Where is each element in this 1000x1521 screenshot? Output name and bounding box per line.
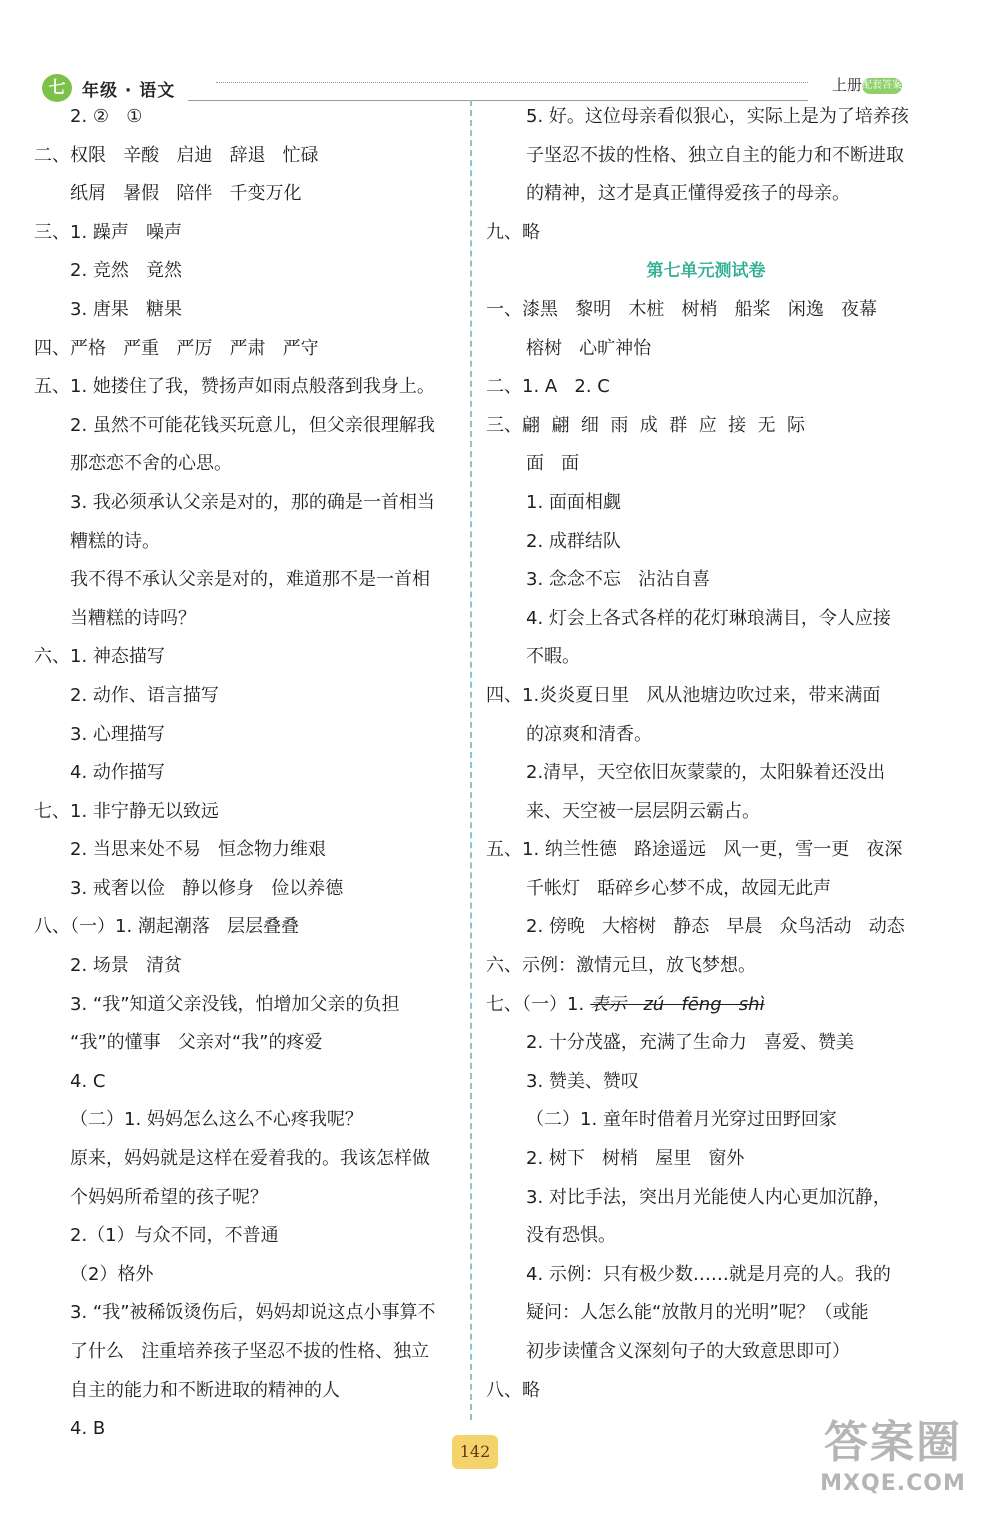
- answer-text: 不暇。: [526, 646, 580, 668]
- answer-line: [34, 1372, 466, 1411]
- column-divider: [470, 100, 472, 1420]
- answer-line: [34, 947, 466, 986]
- answer-text: 没有恐惧。: [526, 1225, 616, 1247]
- answer-text: 3. 戒奢以俭 静以修身 俭以养德: [70, 877, 344, 899]
- answer-text: 三、1. 躁声 噪声: [34, 221, 183, 243]
- answer-text: 疑问：人怎么能“放散月的光明”呢？（或能: [526, 1302, 869, 1324]
- answer-line: [34, 1179, 466, 1218]
- answer-text: 2. 场景 清贫: [70, 955, 183, 977]
- answer-text: 五、1. 纳兰性德 路途遥远 风一更，雪一更 夜深: [486, 839, 903, 861]
- answer-line: [486, 484, 926, 523]
- answer-line: [486, 716, 926, 755]
- answer-text: 二、权限 辛酸 启迪 辞退 忙碌: [34, 144, 319, 166]
- answer-text: 的凉爽和清香。: [526, 723, 652, 745]
- answer-line: [486, 291, 926, 330]
- answer-text: 八、（一）1. 潮起潮落 层层叠叠: [34, 916, 300, 938]
- answer-text: 2. 傍晚 大榕树 静态 早晨 众鸟活动 动态: [526, 916, 905, 938]
- answer-text: 1. 面面相觑: [526, 491, 621, 513]
- answer-line: [486, 1294, 926, 1333]
- answer-text: 第七单元测试卷: [646, 261, 766, 282]
- answer-line: [486, 330, 926, 369]
- answer-line: [34, 1063, 466, 1102]
- answer-line: [34, 754, 466, 793]
- header-title: 年级 · 语文: [82, 81, 176, 101]
- answer-line: [34, 407, 466, 446]
- answer-text: 一、漆黑 黎明 木桩 树梢 船桨 闲逸 夜幕: [486, 298, 877, 320]
- answer-line: [34, 137, 466, 176]
- answer-text: （二）1. 童年时借着月光穿过田野回家: [526, 1109, 837, 1131]
- answer-text: 七、（一）1.: [486, 993, 585, 1015]
- watermark-url: MXQE.COM: [820, 1471, 966, 1496]
- header-divider: [216, 82, 808, 83]
- answer-line: [34, 1101, 466, 1140]
- answer-line: [34, 600, 466, 639]
- answer-line: [486, 561, 926, 600]
- answer-text: 3. 赞美、赞叹: [526, 1070, 639, 1092]
- answer-line: [34, 1294, 466, 1333]
- answer-text: 2.清早，天空依旧灰蒙蒙的，太阳躲着还没出: [526, 762, 886, 784]
- volume-tag: 配套答案: [862, 78, 902, 94]
- answer-line: [486, 445, 926, 484]
- answer-text: 5. 好。这位母亲看似狠心，实际上是为了培养孩: [526, 106, 909, 127]
- answer-text: 2. 成群结队: [526, 530, 621, 552]
- answer-line: [486, 947, 926, 986]
- answer-text: 3. 对比手法，突出月光能使人内心更加沉静，: [526, 1186, 891, 1208]
- answer-text: 榕树 心旷神怡: [526, 337, 652, 359]
- right-answer-column: [486, 98, 926, 1410]
- answer-line: [486, 214, 926, 253]
- answer-line: [34, 98, 466, 137]
- answer-line: [486, 1256, 926, 1295]
- answer-text: 2. 动作、语言描写: [70, 684, 219, 706]
- answer-line: [34, 870, 466, 909]
- answer-text: 4. B: [70, 1418, 106, 1440]
- answer-text: （2）格外: [70, 1263, 154, 1285]
- answer-text: 原来，妈妈就是这样在爱着我的。我该怎样做: [70, 1148, 430, 1170]
- answer-line: [34, 638, 466, 677]
- answer-line: [486, 407, 926, 446]
- answer-line: [34, 908, 466, 947]
- answer-line: [486, 175, 926, 214]
- volume-label: 上册: [831, 76, 862, 94]
- answer-line: [34, 793, 466, 832]
- answer-line: [486, 1179, 926, 1218]
- answer-line: [486, 523, 926, 562]
- answer-line: [486, 638, 926, 677]
- answer-text: 了什么 注重培养孩子坚忍不拔的性格、独立: [70, 1341, 430, 1362]
- answer-text: 面 面: [526, 453, 580, 475]
- answer-line: [486, 1333, 926, 1372]
- answer-text: 4. 灯会上各式各样的花灯琳琅满目，令人应接: [526, 607, 891, 629]
- answer-text: 纸屑 暑假 陪伴 千变万化: [70, 183, 302, 205]
- answer-text: 那恋恋不舍的心思。: [70, 453, 232, 475]
- answer-text: 七、1. 非宁静无以致远: [34, 800, 219, 822]
- answer-text: 3. 唐果 糖果: [70, 298, 183, 320]
- answer-line: [34, 1140, 466, 1179]
- answer-line: [34, 1333, 466, 1372]
- answer-line: [34, 831, 466, 870]
- answer-line: [34, 561, 466, 600]
- grade-badge: 七: [42, 74, 72, 102]
- answer-line: [486, 986, 926, 1025]
- answer-text: 四、1.炎炎夏日里 风从池塘边吹过来，带来满面: [486, 684, 881, 706]
- answer-text: 2. 虽然不可能花钱买玩意儿，但父亲很理解我: [70, 414, 435, 436]
- answer-line: [486, 793, 926, 832]
- section-title: [486, 252, 926, 291]
- page-number: 142: [452, 1435, 498, 1469]
- answer-line: [34, 1410, 466, 1449]
- answer-text: “我”的懂事 父亲对“我”的疼爱: [70, 1032, 323, 1054]
- answer-text: 糟糕的诗。: [70, 530, 160, 552]
- answer-line: [34, 175, 466, 214]
- answer-line: [486, 677, 926, 716]
- answer-text: 六、1. 神态描写: [34, 646, 165, 668]
- answer-text: 2. ② ①: [70, 106, 143, 127]
- answer-text: 的精神，这才是真正懂得爱孩子的母亲。: [526, 183, 850, 205]
- answer-text: 3. 心理描写: [70, 723, 165, 745]
- answer-text: 二、1. A 2. C: [486, 376, 610, 398]
- answer-line: [34, 214, 466, 253]
- answer-line: [34, 1217, 466, 1256]
- answer-text: 4. 动作描写: [70, 762, 165, 784]
- answer-text: 六、示例：激情元旦，放飞梦想。: [486, 955, 756, 977]
- answer-text: 2. 十分茂盛，充满了生命力 喜爱、赞美: [526, 1032, 855, 1054]
- answer-line: [486, 600, 926, 639]
- answer-text: 个妈妈所希望的孩子呢？: [70, 1186, 268, 1208]
- answer-text: 八、略: [486, 1379, 540, 1401]
- answer-line: [34, 523, 466, 562]
- answer-text: 4. C: [70, 1070, 106, 1092]
- answer-line: [486, 1063, 926, 1102]
- answer-text: 九、略: [486, 221, 540, 243]
- answer-line: [486, 1024, 926, 1063]
- answer-text: 初步读懂含义深刻句子的大致意思即可）: [526, 1341, 850, 1362]
- answer-line: [486, 98, 926, 137]
- answer-line: [34, 368, 466, 407]
- answer-line: [486, 1140, 926, 1179]
- answer-text: 四、严格 严重 严厉 严肃 严守: [34, 337, 319, 359]
- answer-text: 来、天空被一层层阴云霸占。: [526, 800, 760, 822]
- answer-line: [34, 252, 466, 291]
- answer-text: 我不得不承认父亲是对的，难道那不是一首相: [70, 569, 430, 591]
- answer-line: [34, 291, 466, 330]
- answer-text: 4. 示例：只有极少数……就是月亮的人。我的: [526, 1263, 891, 1285]
- answer-line: [34, 677, 466, 716]
- answer-line: [34, 1256, 466, 1295]
- answer-line: [486, 1372, 926, 1411]
- answer-text: 五、1. 她搂住了我，赞扬声如雨点般落到我身上。: [34, 376, 435, 398]
- answer-text: 3. 念念不忘 沾沾自喜: [526, 569, 711, 591]
- answer-line: [486, 870, 926, 909]
- answer-line: [34, 1024, 466, 1063]
- answer-line: [34, 986, 466, 1025]
- answer-line: [486, 1217, 926, 1256]
- watermark-logo: [808, 1415, 978, 1505]
- answer-text: 2. 竞然 竟然: [70, 260, 183, 282]
- answer-line: [486, 137, 926, 176]
- left-answer-column: [34, 98, 466, 1449]
- answer-text: （二）1. 妈妈怎么这么不心疼我呢？: [70, 1109, 363, 1131]
- answer-text: 3. “我”知道父亲没钱，怕增加父亲的负担: [70, 993, 400, 1015]
- watermark-main: 答案圈: [824, 1417, 962, 1468]
- answer-line: [486, 754, 926, 793]
- answer-line: [486, 831, 926, 870]
- struck-answer-text: 表示 zú fēng shì: [590, 993, 765, 1015]
- answer-line: [34, 330, 466, 369]
- answer-line: [486, 1101, 926, 1140]
- answer-line: [34, 716, 466, 755]
- answer-text: 2. 当思来处不易 恒念物力维艰: [70, 839, 327, 861]
- answer-text: 2. 树下 树梢 屋里 窗外: [526, 1148, 745, 1170]
- answer-line: [486, 908, 926, 947]
- answer-text: 3. 我必须承认父亲是对的，那的确是一首相当: [70, 491, 435, 513]
- answer-line: [34, 445, 466, 484]
- answer-text: 3. “我”被稀饭烫伤后，妈妈却说这点小事算不: [70, 1302, 436, 1324]
- answer-text: 子坚忍不拔的性格、独立自主的能力和不断进取: [526, 144, 904, 166]
- answer-text: 千帐灯 聒碎乡心梦不成，故园无此声: [526, 877, 832, 899]
- answer-text: 自主的能力和不断进取的精神的人: [70, 1379, 340, 1401]
- answer-text: 2.（1）与众不同，不普通: [70, 1225, 279, 1247]
- answer-line: [486, 368, 926, 407]
- answer-text: 当糟糕的诗吗？: [70, 607, 196, 629]
- answer-line: [34, 484, 466, 523]
- answer-text: 三、翩 翩 细 雨 成 群 应 接 无 际: [486, 414, 805, 436]
